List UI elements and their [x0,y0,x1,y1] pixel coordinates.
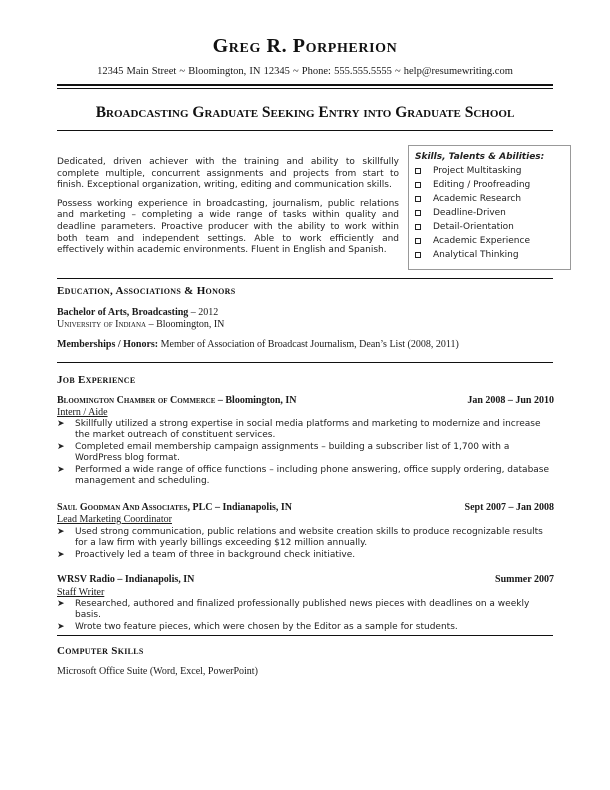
job-location: – Indianapolis, IN [114,574,195,585]
arrow-bullet-icon: ➤ [57,419,65,429]
job-dates: Jan 2008 – Jun 2010 [467,395,554,406]
checkbox-bullet-icon [415,196,421,202]
job-bullet [57,622,554,633]
school-location: – Bloomington, IN [146,319,225,330]
job-bullet [57,465,554,488]
bullet-text: Performed a wide range of office functions – including phone answering, office supply ordering, database management and scheduling. [75,464,550,487]
school-line [57,319,224,330]
skill-item [415,192,565,206]
job-dates: Sept 2007 – Jan 2008 [464,502,554,513]
skill-label: Academic Experience [433,236,530,246]
candidate-name: Greg R. Porpherion [212,35,398,57]
summary-paragraph: Possess working experience in broadcasting, journalism, public relations and marketing – completing a wide range of tasks within quality and deadline parameters. Proactive producer with the ability to work within both team and independent settings. Able to work efficiently and effectively within academic environments. Fluent in English and Spanish. [57,198,399,256]
arrow-bullet-icon: ➤ [57,599,65,609]
job-bullets [57,527,554,561]
bullet-text: Completed email membership campaign assignments – building a subscriber list of 1,700 with a WordPress blog format. [75,441,510,464]
job-dates: Summer 2007 [495,574,554,585]
arrow-bullet-icon: ➤ [57,441,65,452]
memberships-text: Member of Association of Broadcast Journalism, Dean’s List (2008, 2011) [158,339,459,350]
education-title: Education, Associations & Honors [57,285,236,297]
job-role: Intern / Aide [57,407,108,418]
job-employer-line [57,574,194,585]
bullet-text: Proactively led a team of three in background check initiative. [75,549,356,560]
bullet-text: Skillfully utilized a strong expertise in social media platforms and marketing to modernize and increase the market outreach of constituent services. [75,419,541,441]
summary-section [57,157,399,264]
checkbox-bullet-icon [415,182,421,188]
arrow-bullet-icon: ➤ [57,527,65,537]
skill-item [415,220,565,234]
skills-title: Skills, Talents & Abilities: [415,152,545,162]
contact-line: 12345 Main Street ~ Bloomington, IN 12345 ~ Phone: 555.555.5555 ~ help@resumewriting.com [97,66,513,77]
skill-label: Detail-Orientation [433,222,514,232]
job-role: Lead Marketing Coordinator [57,514,172,525]
skill-item [415,164,565,178]
degree-year: – 2012 [188,307,219,318]
job-bullets [57,419,554,487]
skill-label: Editing / Proofreading [433,180,531,190]
bullet-text: Researched, authored and finalized professionally published news pieces with deadlines on a weekly basis. [75,599,530,621]
bullet-text: Wrote two feature pieces, which were chosen by the Editor as a sample for students. [75,621,458,632]
experience-title: Job Experience [57,374,136,386]
job-role: Staff Writer [57,587,105,598]
skill-item [415,234,565,248]
job-employer-line [57,395,297,406]
skill-item [415,206,565,220]
header-rule-thin [57,88,553,89]
checkbox-bullet-icon [415,210,421,216]
job-bullet [57,550,554,561]
checkbox-bullet-icon [415,224,421,230]
arrow-bullet-icon: ➤ [57,621,65,632]
job-bullet [57,527,554,550]
job-employer: Saul Goodman And Associates, PLC [57,502,213,513]
section-rule [57,362,553,363]
section-rule [57,278,553,279]
memberships-line [57,339,459,350]
job-header [57,395,554,406]
skills-list [415,164,565,262]
bullet-text: Used strong communication, public relations and website creation skills to produce recognizable results for a law firm with yearly billings exceeding $12 million annually. [75,527,543,549]
job-location: – Indianapolis, IN [212,502,292,513]
checkbox-bullet-icon [415,168,421,174]
skill-label: Analytical Thinking [433,250,519,260]
section-rule [57,635,553,636]
job-location: – Bloomington, IN [215,395,297,406]
job-bullets [57,599,554,633]
checkbox-bullet-icon [415,252,421,258]
job-employer-line [57,502,292,513]
degree-name: Bachelor of Arts, Broadcasting [57,307,189,318]
objective-rule [57,130,553,131]
computer-skills-text: Microsoft Office Suite (Word, Excel, PowerPoint) [57,666,258,677]
skill-label: Academic Research [433,194,522,204]
job-employer: Bloomington Chamber of Commerce [57,395,216,406]
arrow-bullet-icon: ➤ [57,464,65,475]
job-bullet [57,419,554,442]
job-employer: WRSV Radio [57,574,115,585]
objective-title: Broadcasting Graduate Seeking Entry into Graduate School [95,104,515,121]
job-bullet [57,599,554,622]
skill-item [415,248,565,262]
job-header [57,574,554,585]
job-header [57,502,554,513]
checkbox-bullet-icon [415,238,421,244]
skill-label: Project Multitasking [433,166,522,176]
job-bullet [57,442,554,465]
skill-label: Deadline-Driven [433,208,506,218]
skill-item [415,178,565,192]
skills-box [408,145,571,270]
school-name: University of Indiana [57,319,147,330]
summary-paragraph: Dedicated, driven achiever with the training and ability to skillfully complete multiple, concurrent assignments and projects from start to finish. Exceptional organization, writing, editing and communication skills. [57,157,399,191]
computer-skills-title: Computer Skills [57,645,144,657]
header-rule-thick [57,84,553,86]
arrow-bullet-icon: ➤ [57,549,65,560]
degree-line [57,307,218,318]
memberships-label: Memberships / Honors: [57,339,159,350]
